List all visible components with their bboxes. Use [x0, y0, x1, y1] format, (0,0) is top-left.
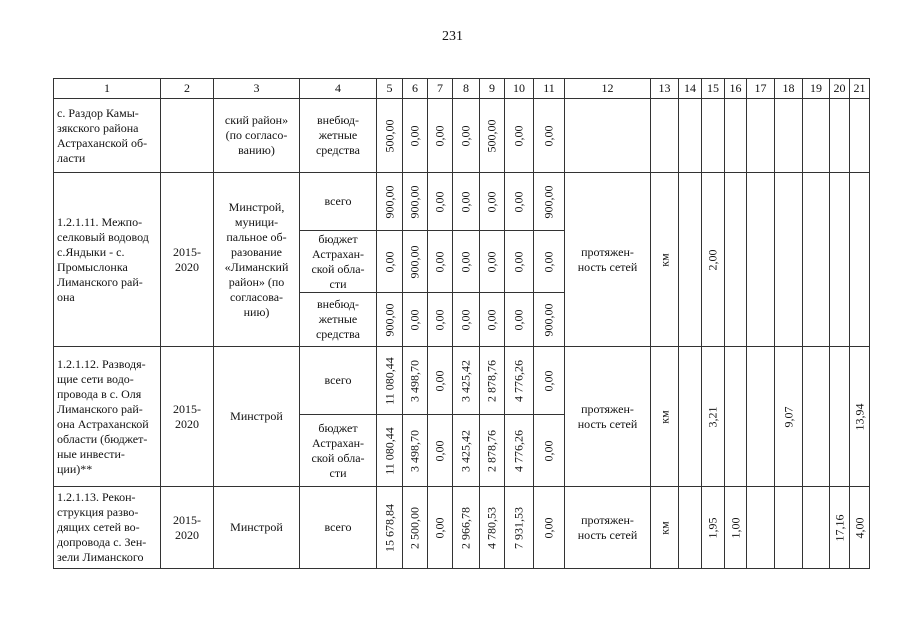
- period-cell: 2015- 2020: [161, 487, 214, 569]
- indicator-cell: протяжен- ность сетей: [565, 347, 651, 487]
- value-cell: [453, 231, 480, 293]
- header-cell: 1: [54, 79, 161, 99]
- period-cell: 2015- 2020: [161, 173, 214, 347]
- value-text: 0,00: [541, 370, 556, 391]
- funding-source: всего: [300, 487, 377, 569]
- value-text: 0,00: [407, 309, 422, 330]
- value-cell: [428, 487, 453, 569]
- value-cell: [505, 231, 534, 293]
- value-text: 3 498,70: [407, 359, 422, 402]
- header-cell: 21: [850, 79, 870, 99]
- value-cell: [453, 487, 480, 569]
- header-cell: 7: [428, 79, 453, 99]
- header-cell: 14: [679, 79, 702, 99]
- unit-text: км: [657, 252, 671, 267]
- value-cell: [505, 347, 534, 415]
- value-cell: [534, 173, 565, 231]
- value-cell: [850, 487, 870, 569]
- value-cell: [534, 293, 565, 347]
- empty-cell: [747, 347, 775, 487]
- header-cell: 20: [830, 79, 850, 99]
- executor-cell: Минстрой: [214, 487, 300, 569]
- empty-cell: [679, 99, 702, 173]
- empty-cell: [679, 347, 702, 487]
- value-text: 0,00: [432, 370, 447, 391]
- header-cell: 18: [775, 79, 803, 99]
- value-cell: [428, 415, 453, 487]
- value-cell: [534, 487, 565, 569]
- object-name: с. Раздор Камы- зякского района Астраханской об- ласти: [54, 99, 161, 173]
- value-text: 900,00: [407, 245, 422, 278]
- value-text: 1,95: [705, 517, 720, 538]
- value-cell: [403, 231, 428, 293]
- value-text: 2 500,00: [407, 506, 422, 549]
- funding-source: внебюд- жетные средства: [300, 293, 377, 347]
- value-cell: [534, 99, 565, 173]
- indicator-cell: протяжен- ность сетей: [565, 487, 651, 569]
- header-cell: 5: [377, 79, 403, 99]
- value-cell: [377, 99, 403, 173]
- value-text: 0,00: [458, 191, 473, 212]
- value-cell: [403, 347, 428, 415]
- header-cell: 4: [300, 79, 377, 99]
- value-cell: [702, 347, 725, 487]
- header-cell: 8: [453, 79, 480, 99]
- value-text: 2 966,78: [458, 506, 473, 549]
- header-cell: 12: [565, 79, 651, 99]
- value-cell: [480, 487, 505, 569]
- empty-cell: [803, 347, 830, 487]
- value-cell: [534, 231, 565, 293]
- value-cell: [505, 173, 534, 231]
- value-text: 0,00: [432, 251, 447, 272]
- value-cell: [377, 487, 403, 569]
- empty-cell: [830, 173, 850, 347]
- header-cell: 11: [534, 79, 565, 99]
- empty-cell: [725, 173, 747, 347]
- unit-text: км: [657, 409, 671, 424]
- empty-cell: [702, 99, 725, 173]
- funding-source: бюджет Астрахан- ской обла- сти: [300, 415, 377, 487]
- header-cell: 17: [747, 79, 775, 99]
- value-text: 900,00: [382, 303, 396, 336]
- value-cell: [850, 347, 870, 487]
- value-cell: [403, 415, 428, 487]
- value-text: 900,00: [407, 185, 422, 218]
- value-text: 0,00: [541, 251, 556, 272]
- value-text: 0,00: [541, 517, 556, 538]
- empty-cell: [679, 487, 702, 569]
- value-text: 7 931,53: [511, 506, 526, 549]
- executor-cell: Минстрой, муници- пальное об- разование «Лиманский район» (по согласова- нию): [214, 173, 300, 347]
- value-cell: [480, 347, 505, 415]
- header-cell: 19: [803, 79, 830, 99]
- value-text: 15 678,84: [382, 503, 396, 552]
- value-cell: [534, 415, 565, 487]
- value-cell: [453, 293, 480, 347]
- value-text: 0,00: [511, 191, 526, 212]
- table-row: [54, 347, 870, 415]
- value-text: 0,00: [511, 251, 526, 272]
- value-cell: [453, 99, 480, 173]
- executor-cell: Минстрой: [214, 347, 300, 487]
- empty-cell: [725, 99, 747, 173]
- value-cell: [505, 415, 534, 487]
- value-cell: [377, 173, 403, 231]
- empty-cell: [775, 487, 803, 569]
- value-text: 0,00: [484, 251, 499, 272]
- empty-cell: [850, 99, 870, 173]
- value-text: 0,00: [432, 517, 447, 538]
- value-text: 0,00: [511, 125, 526, 146]
- header-cell: 10: [505, 79, 534, 99]
- value-cell: [428, 173, 453, 231]
- value-cell: [428, 347, 453, 415]
- funding-source: внебюд- жетные средства: [300, 99, 377, 173]
- object-name: 1.2.1.12. Разводя- щие сети водо- провода в с. Оля Лиманского рай- она Астраханской области (бюджет- ные инвести- ции)**: [54, 347, 161, 487]
- funding-source: всего: [300, 347, 377, 415]
- value-cell: [725, 487, 747, 569]
- empty-cell: [803, 173, 830, 347]
- value-text: 11 080,44: [382, 356, 396, 405]
- empty-cell: [679, 173, 702, 347]
- value-cell: [505, 99, 534, 173]
- empty-cell: [775, 173, 803, 347]
- value-text: 4 780,53: [484, 506, 499, 549]
- value-cell: [534, 347, 565, 415]
- value-cell: [505, 487, 534, 569]
- period-cell: 2015- 2020: [161, 347, 214, 487]
- value-cell: [702, 487, 725, 569]
- value-text: 3 498,70: [407, 429, 422, 472]
- empty-cell: [747, 487, 775, 569]
- empty-cell: [803, 487, 830, 569]
- header-cell: 3: [214, 79, 300, 99]
- funding-source: всего: [300, 173, 377, 231]
- value-text: 0,00: [541, 125, 556, 146]
- value-text: 13,94: [852, 403, 866, 430]
- value-text: 4 776,26: [511, 429, 526, 472]
- value-text: 0,00: [432, 309, 447, 330]
- page-number: 231: [442, 29, 463, 44]
- value-text: 2 878,76: [484, 359, 499, 402]
- value-text: 0,00: [511, 309, 526, 330]
- value-text: 0,00: [407, 125, 422, 146]
- indicator-cell: [565, 99, 651, 173]
- value-text: 0,00: [458, 125, 473, 146]
- value-cell: [480, 293, 505, 347]
- header-cell: 13: [651, 79, 679, 99]
- value-cell: [403, 293, 428, 347]
- header-cell: 15: [702, 79, 725, 99]
- value-cell: [702, 173, 725, 347]
- empty-cell: [830, 347, 850, 487]
- header-cell: 2: [161, 79, 214, 99]
- funding-source: бюджет Астрахан- ской обла- сти: [300, 231, 377, 293]
- value-cell: [480, 415, 505, 487]
- value-cell: [453, 347, 480, 415]
- program-table: [53, 78, 870, 569]
- indicator-cell: протяжен- ность сетей: [565, 173, 651, 347]
- value-text: 500,00: [484, 119, 499, 152]
- value-text: 0,00: [382, 251, 396, 272]
- empty-cell: [725, 347, 747, 487]
- value-cell: [428, 231, 453, 293]
- value-cell: [453, 415, 480, 487]
- value-text: 4 776,26: [511, 359, 526, 402]
- value-cell: [505, 293, 534, 347]
- value-text: 0,00: [458, 309, 473, 330]
- table-row: [54, 487, 870, 569]
- value-text: 0,00: [484, 191, 499, 212]
- value-text: 3,21: [705, 406, 720, 427]
- empty-cell: [850, 173, 870, 347]
- value-text: 2,00: [705, 249, 720, 270]
- empty-cell: [775, 99, 803, 173]
- period-cell: [161, 99, 214, 173]
- header-cell: 6: [403, 79, 428, 99]
- value-text: 0,00: [432, 440, 447, 461]
- unit-cell: [651, 487, 679, 569]
- value-text: 2 878,76: [484, 429, 499, 472]
- value-cell: [775, 347, 803, 487]
- table-row: [54, 99, 870, 173]
- value-text: 500,00: [382, 119, 396, 152]
- value-cell: [403, 173, 428, 231]
- unit-cell: [651, 99, 679, 173]
- value-cell: [403, 487, 428, 569]
- unit-text: км: [657, 520, 671, 535]
- value-cell: [480, 231, 505, 293]
- value-text: 17,16: [832, 514, 846, 541]
- value-text: 0,00: [541, 440, 556, 461]
- value-text: 0,00: [458, 251, 473, 272]
- value-cell: [377, 293, 403, 347]
- value-text: 0,00: [432, 125, 447, 146]
- value-cell: [377, 347, 403, 415]
- value-text: 4,00: [852, 517, 866, 538]
- value-text: 900,00: [541, 303, 556, 336]
- header-cell: 9: [480, 79, 505, 99]
- value-cell: [480, 99, 505, 173]
- value-cell: [453, 173, 480, 231]
- value-text: 900,00: [382, 185, 396, 218]
- header-cell: 16: [725, 79, 747, 99]
- value-cell: [403, 99, 428, 173]
- unit-cell: [651, 173, 679, 347]
- value-cell: [428, 99, 453, 173]
- object-name: 1.2.1.13. Рекон- струкция разво- дящих сетей во- допровода с. Зен- зели Лиманского: [54, 487, 161, 569]
- value-text: 0,00: [484, 309, 499, 330]
- object-name: 1.2.1.11. Межпо- селковый водовод с.Яндыки - с. Промыслонка Лиманского рай- она: [54, 173, 161, 347]
- value-text: 1,00: [728, 517, 742, 538]
- table-row: [54, 173, 870, 231]
- value-text: 900,00: [541, 185, 556, 218]
- value-cell: [480, 173, 505, 231]
- empty-cell: [747, 99, 775, 173]
- executor-cell: ский район» (по согласо- ванию): [214, 99, 300, 173]
- value-text: 0,00: [432, 191, 447, 212]
- unit-cell: [651, 347, 679, 487]
- empty-cell: [747, 173, 775, 347]
- value-cell: [428, 293, 453, 347]
- value-cell: [830, 487, 850, 569]
- value-cell: [377, 415, 403, 487]
- value-cell: [377, 231, 403, 293]
- empty-cell: [830, 99, 850, 173]
- value-text: 3 425,42: [458, 359, 473, 402]
- header-row: [54, 79, 870, 99]
- value-text: 3 425,42: [458, 429, 473, 472]
- value-text: 9,07: [781, 406, 795, 427]
- value-text: 11 080,44: [382, 426, 396, 475]
- empty-cell: [803, 99, 830, 173]
